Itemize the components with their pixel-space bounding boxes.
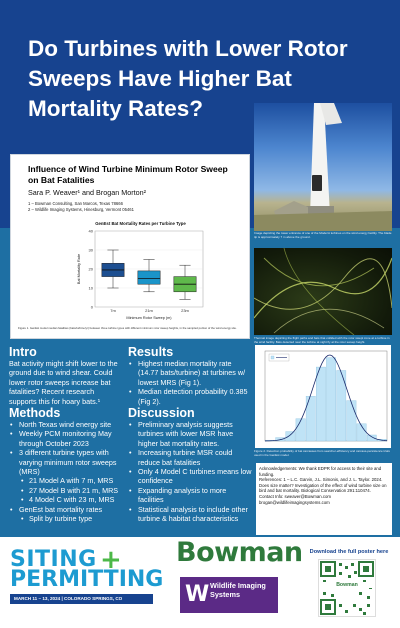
histogram-bar	[296, 419, 305, 441]
histogram-bar	[367, 435, 376, 441]
turbine-illustration	[254, 103, 392, 231]
box-chart-svg	[73, 227, 208, 327]
thermal-illustration	[254, 248, 392, 335]
histogram-bar	[286, 432, 295, 441]
x-tick-label: 21m	[145, 308, 153, 313]
qr-pattern-icon	[319, 560, 375, 616]
histogram-bar	[347, 401, 356, 441]
intro-heading: Intro	[9, 345, 37, 359]
list-item: • Expanding analysis to more facilities	[128, 486, 252, 505]
contact-text: Contact Info: sweaver@Bowman.com brogan@wildlifeimagingsystems.com	[259, 493, 331, 505]
acknowledgements-box	[256, 463, 392, 535]
discussion-list	[128, 420, 252, 523]
list-item: • North Texas wind energy site	[9, 420, 123, 429]
paper-panel	[10, 154, 250, 339]
turbine-photo	[254, 103, 392, 231]
histogram-bar	[326, 358, 335, 441]
results-list	[128, 359, 252, 406]
acknowledgements-text: Acknowledgements: We thank EDPR for access to their site and funding.	[259, 466, 382, 477]
wildlife-imaging-logo	[180, 577, 278, 613]
plot-area	[265, 351, 387, 441]
list-subitem: • 4 Model C with 23 m, MRS	[9, 495, 123, 504]
intro-text: Bat activity might shift lower to the ground due to wind shear. Could lower rotor sweeps increase bat fatalities? Recent research supports this for hoary bats.¹	[9, 359, 118, 406]
list-subitem: • 21 Model A with 7 m, MRS	[9, 476, 123, 485]
x-tick-label: 7m	[110, 308, 116, 313]
list-item: • Increasing turbine MSR could reduce bat fatalities	[128, 448, 252, 467]
y-tick-label: 30	[88, 247, 93, 253]
affiliation-1: 1 – Bowman Consulting, San Marcos, Texas 78666	[28, 201, 123, 206]
photo-2-caption: Thermal image depicting the flight paths and bats that collided with the rotor swept zone at a turbine in the wind facility. Bats detected near the turbine at night fly at the rotor sweep height.	[254, 336, 390, 344]
intro-section	[9, 345, 121, 406]
list-item: • 3 different turbine types with varying minimum rotor sweeps (MRS)	[9, 448, 123, 476]
list-item: • Statistical analysis to include other turbine & habitat characteristics	[128, 505, 252, 524]
list-item: • Preliminary analysis suggests turbines with lower MSR have higher bat mortality rates.	[128, 420, 252, 448]
y-axis-label: Bat Mortality Rate	[77, 253, 81, 285]
methods-list	[9, 420, 123, 523]
list-subitem: • Split by turbine type	[9, 514, 123, 523]
y-tick-label: 40	[88, 228, 93, 234]
wis-mark-icon: W	[185, 582, 210, 607]
affiliation-2: 2 – Wildlife Imaging Systems, Hinesburg, Vermont 05461	[28, 207, 134, 212]
permitting-word: PERMITTING	[10, 567, 164, 592]
list-item: • Median detection probability 0.385 (Fig 2).	[128, 387, 252, 406]
histogram-bar	[316, 367, 325, 441]
thermal-photo	[254, 248, 392, 335]
methods-section	[9, 406, 123, 523]
bowman-logo: Bowman	[176, 537, 303, 568]
results-heading: Results	[128, 345, 174, 359]
paper-title: Influence of Wind Turbine Minimum Rotor Sweep on Bat Fatalities	[28, 164, 228, 185]
histogram-chart	[255, 345, 391, 448]
list-item: • Highest median mortality rate (14.77 bats/turbine) at turbines w/ lowest MRS (Fig 1).	[128, 359, 252, 387]
legend-swatch	[271, 356, 274, 359]
poster-title: Do Turbines with Lower Rotor Sweeps Have Higher Bat Mortality Rates?	[28, 36, 348, 121]
list-item: • GenEst bat mortality rates	[9, 505, 123, 514]
wis-name: Wildlife Imaging Systems	[210, 581, 266, 599]
paper-affiliations	[28, 201, 134, 213]
y-tick-label: 20	[88, 266, 93, 272]
box-chart	[73, 221, 208, 328]
download-label: Download the full poster here	[309, 549, 389, 555]
figure-1-caption: Figure 1. GenEst model median fatalities (bats/turbine/yr) between three turbine types with different minimum rotor sweep heights, in the sampled portion of the wind energy site.	[18, 326, 237, 330]
list-item: • Only 4 Model C turbines means low confidence	[128, 467, 252, 486]
list-subitem: • 27 Model B with 21 m, MRS	[9, 486, 123, 495]
paper-authors: Sara P. Weaver¹ and Brogan Morton²	[28, 188, 146, 197]
x-axis-label: Minimum Rotor Sweep (m)	[126, 316, 172, 320]
discussion-heading: Discussion	[128, 406, 195, 420]
siting-permitting-logo	[10, 545, 164, 609]
references-text: References: 1 – L.C. Garvin, J.L. Simonis, and J. L. Taylor. 2024. Does size matter? Investigation of the effect of wind turbine size on bird and bat mortality. Biological Conservation 291:110474.	[259, 477, 387, 494]
siting-word: SITING	[10, 547, 97, 572]
box	[138, 271, 160, 284]
list-item: • Weekly PCM monitoring May through October 2023	[9, 429, 123, 448]
histogram-svg	[255, 345, 391, 448]
photo-1-caption: Image depicting the tower entrance of one of the Model A turbines on the wind energy facility. The blade tip is approximately 7 m above the ground.	[254, 231, 392, 239]
discussion-section	[128, 406, 252, 523]
figure-2-caption: Figure 2. Detection probability of bat carcasses from searcher-efficiency and carcass-persistence trials used in the GenEst model.	[254, 449, 390, 457]
methods-heading: Methods	[9, 406, 61, 420]
y-tick-label: 10	[88, 285, 93, 291]
qr-code[interactable]	[318, 559, 376, 617]
y-tick-label: 0	[90, 304, 93, 310]
plus-icon: +	[100, 545, 122, 575]
chart-title: GenEst Bat Mortality Rates per Turbine Type	[95, 221, 186, 226]
qr-label: Bowman	[319, 582, 375, 588]
results-section	[128, 345, 252, 406]
x-tick-label: 23m	[181, 308, 189, 313]
event-date: MARCH 11 – 13, 2024 | COLORADO SPRINGS, CO	[10, 594, 153, 604]
